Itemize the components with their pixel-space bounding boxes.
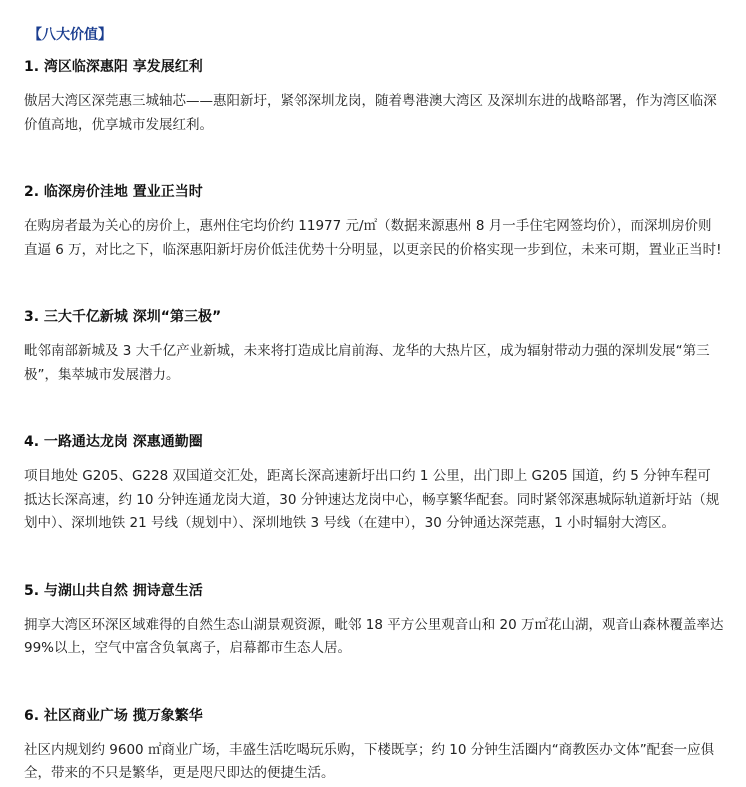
section-body: 毗邻南部新城及 3 大千亿产业新城，未来将打造成比肩前海、龙华的大热片区，成为辐射带动力强的深圳发展“第三极”，集萃城市发展潜力。 [24,343,710,383]
section-body: 在购房者最为关心的房价上，惠州住宅均价约 11977 元/㎡（数据来源惠州 8 月一手住宅网签均价），而深圳房价则直逼 6 万，对比之下，临深惠阳新圩房价低洼优势十分明显，以更亲民的价格实现一步到位，未来可期，置业正当时! [24,218,722,258]
section-3 [24,306,724,387]
section-5 [24,580,724,661]
section-title: 2. 临深房价洼地 置业正当时 [24,184,203,200]
section-title: 5. 与湖山共自然 拥诗意生活 [24,582,203,599]
section-body: 拥享大湾区环深区域难得的自然生态山湖景观资源，毗邻 18 平方公里观音山和 20 万㎡花山湖，观音山森林覆盖率达 99%以上，空气中富含负氧离子，启幕都市生态人居。 [24,616,724,656]
section-body: 项目地处 G205、G228 双国道交汇处，距离长深高速新圩出口约 1 公里，出门即上 G205 国道，约 5 分钟车程可抵达长深高速，约 10 分钟连通龙岗大道，30 分钟速达龙岗中心，畅享繁华配套。同时紧邻深惠城际轨道新圩站（规划中）、深圳地铁 21 号线（规划中）、深圳地铁 3 号线（在建中），30 分钟通达深莞惠，1 小时辐射大湾区。 [24,468,720,531]
section-title: 1. 湾区临深惠阳 享发展红利 [24,59,203,75]
article [24,24,724,786]
section-title: 6. 社区商业广场 揽万象繁华 [24,707,203,724]
section-6 [24,705,724,786]
section-2 [24,181,724,262]
section-4 [24,431,724,536]
section-title: 3. 三大千亿新城 深圳“第三极” [24,309,222,325]
section-1 [24,56,724,137]
section-body: 社区内规划约 9600 ㎡商业广场，丰盛生活吃喝玩乐购，下楼既享；约 10 分钟生活圈内“商教医办文体”配套一应俱全，带来的不只是繁华，更是咫尺即达的便捷生活。 [24,741,715,781]
page-title: 【八大价值】 [28,27,112,43]
section-body: 傲居大湾区深莞惠三城轴芯——惠阳新圩，紧邻深圳龙岗，随着粤港澳大湾区 及深圳东进的战略部署，作为湾区临深价值高地，优享城市发展红利。 [24,93,717,133]
section-title: 4. 一路通达龙岗 深惠通勤圈 [24,434,203,450]
